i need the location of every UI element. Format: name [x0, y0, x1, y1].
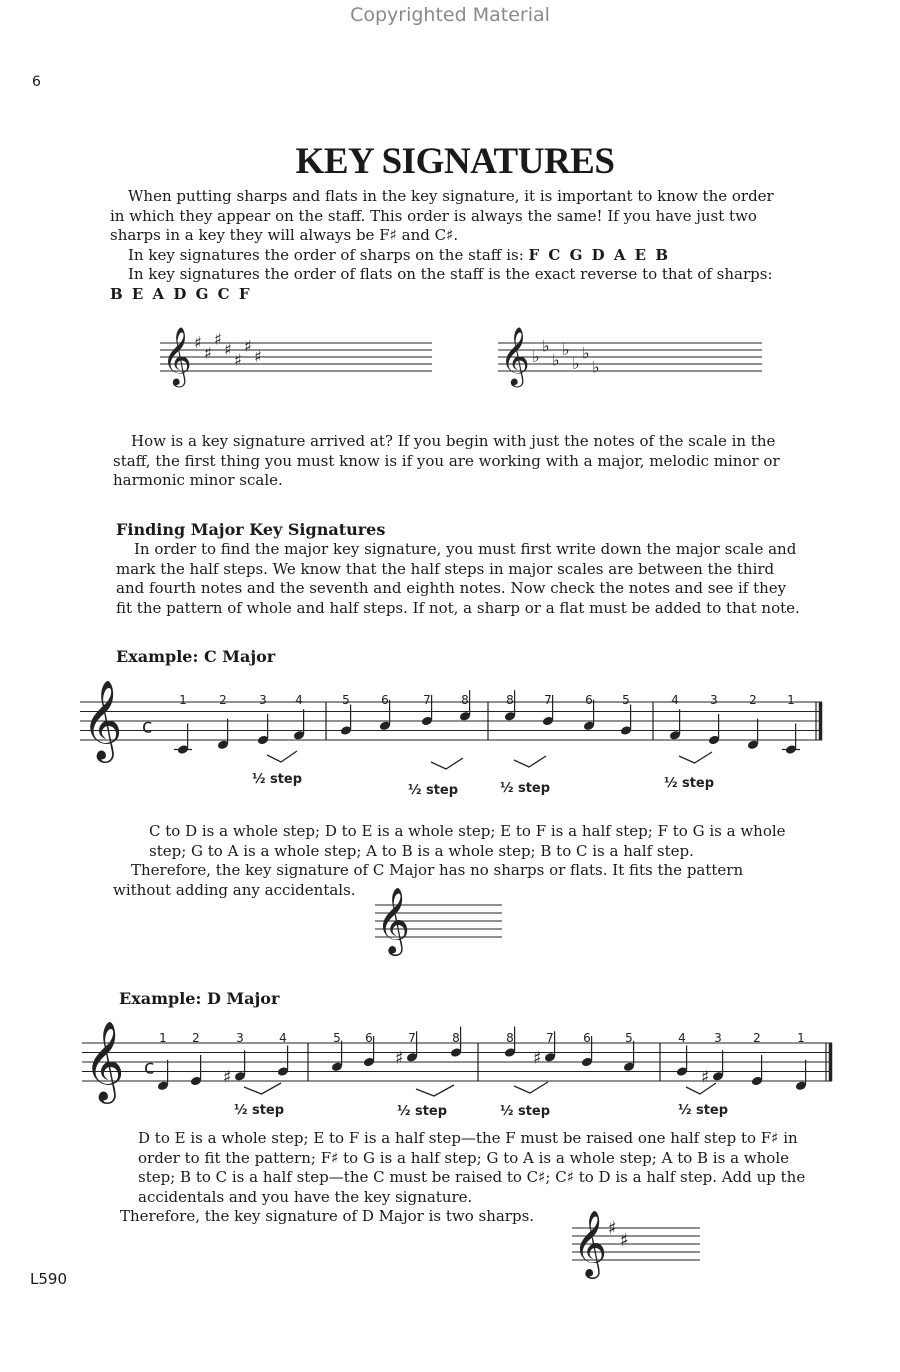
c-major-degree-number: 7: [544, 693, 552, 707]
intro-paragraph-2: In key signatures the order of sharps on the staff is: F C G D A E B: [128, 245, 671, 264]
d-major-sharp: ♯: [701, 1067, 710, 1088]
sharps-key-signature-accidental: ♯: [234, 350, 242, 370]
c-major-half-step-label: ½ step: [500, 781, 551, 796]
d-major-degree-number: 4: [279, 1031, 287, 1045]
c-major-degree-number: 3: [710, 693, 718, 707]
how-paragraph: How is a key signature arrived at? If you begin with just the notes of the scale in the staff, the first thing you must know is if you are working with a major, melodic minor or harmonic minor scale.: [113, 432, 780, 490]
d-major-key-clef: 𝄞: [573, 1209, 608, 1277]
c-major-clef: 𝄞: [82, 680, 123, 760]
d-major-degree-number: 7: [408, 1031, 416, 1045]
c-major-time-signature: c: [142, 715, 153, 738]
c-major-degree-number: 3: [259, 693, 267, 707]
d-major-degree-number: 5: [625, 1031, 633, 1045]
sharps-key-signature-accidental: ♯: [254, 347, 262, 366]
d-major-degree-number: 8: [452, 1031, 460, 1045]
c-major-half-step-mark: [431, 758, 463, 769]
flats-key-signature-accidental: ♭: [592, 357, 600, 377]
c-major-degree-number: 4: [671, 693, 679, 707]
c-major-degree-number: 5: [622, 693, 630, 707]
d-major-degree-number: 1: [159, 1031, 167, 1045]
watermark: Copyrighted Material: [350, 4, 550, 26]
flats-key-signature-accidental: ♭: [552, 350, 560, 370]
flats-key-signature-accidental: ♭: [572, 354, 580, 373]
d-major-degree-number: 8: [506, 1031, 514, 1045]
sharps-key-signature-accidental: ♯: [214, 329, 222, 349]
d-major-half-step-mark: [416, 1085, 454, 1096]
d-major-key-sharp: ♯: [620, 1230, 629, 1251]
d-major-degree-number: 3: [714, 1031, 722, 1045]
d-major-explanation-1: D to E is a whole step; E to F is a half step—the F must be raised one half step to F♯ in order to fit the pattern; F♯ to G is a half step; G to A is a whole step; A to B is a whole step; B to C is a half step—the C must be raised to C♯; C♯ to D is a half step. Add up the accidentals and you have the key signature.: [138, 1129, 806, 1206]
flats-key-signature-accidental: ♭: [542, 336, 550, 356]
d-major-degree-number: 6: [365, 1031, 373, 1045]
d-major-half-step-label: ½ step: [397, 1104, 448, 1119]
c-major-degree-number: 1: [179, 693, 187, 707]
d-major-degree-number: 7: [546, 1031, 554, 1045]
c-major-half-step-mark: [514, 756, 546, 767]
d-major-degree-number: 2: [753, 1031, 761, 1045]
c-major-half-step-label: ½ step: [664, 776, 715, 791]
c-major-degree-number: 8: [461, 693, 469, 707]
d-major-half-step-label: ½ step: [234, 1103, 285, 1118]
flats-key-signature-accidental: ♭: [532, 347, 540, 366]
c-major-explanation-2: Therefore, the key signature of C Major has no sharps or flats. It fits the pattern without adding any accidentals.: [113, 861, 744, 899]
c-major-degree-number: 6: [585, 693, 593, 707]
c-major-degree-number: 5: [342, 693, 350, 707]
sharps-key-signature-accidental: ♯: [194, 333, 202, 352]
footer-code: L590: [30, 1270, 67, 1288]
d-major-half-step-label: ½ step: [500, 1104, 551, 1119]
c-major-degree-number: 6: [381, 693, 389, 707]
flats-order: B E A D G C F: [110, 284, 252, 303]
finding-paragraph: In order to find the major key signature, you must first write down the major scale and mark the half steps. We know that the half steps in major scales are between the third and fourth notes and the seventh and eighth notes. Now check the notes and see if they fit the pattern of whole and half steps. If not, a sharp or a flat must be added to that note.: [116, 540, 800, 617]
c-major-degree-number: 1: [787, 693, 795, 707]
d-major-degree-number: 2: [192, 1031, 200, 1045]
flats-key-signature-accidental: ♭: [582, 343, 590, 363]
page-title: KEY SIGNATURES: [295, 141, 615, 182]
sharps-key-signature-accidental: ♯: [244, 336, 252, 356]
c-major-heading: Example: C Major: [116, 647, 276, 666]
page-number: 6: [32, 74, 41, 90]
c-major-degree-number: 2: [749, 693, 757, 707]
c-major-degree-number: 7: [423, 693, 431, 707]
d-major-clef: 𝄞: [84, 1021, 125, 1101]
c-major-degree-number: 8: [506, 693, 514, 707]
intro-paragraph-1: When putting sharps and flats in the key signature, it is important to know the order in which they appear on the staff. This order is always the same! If you have just two sharps in a key they will always be F♯ and C♯.: [110, 187, 774, 245]
c-major-explanation-1: C to D is a whole step; D to E is a whole step; E to F is a half step; F to G is a whole step; G to A is a whole step; A to B is a whole step; B to C is a half step.: [149, 822, 786, 860]
c-major-half-step-mark: [679, 752, 712, 763]
c-major-half-step-mark: [267, 751, 297, 762]
flats-key-signature-clef: 𝄞: [500, 326, 530, 386]
d-major-sharp: ♯: [533, 1048, 542, 1069]
d-major-half-step-mark: [244, 1083, 281, 1094]
c-major-key-clef: 𝄞: [376, 886, 411, 954]
sharps-key-signature-accidental: ♯: [224, 340, 232, 359]
intro-paragraph-3: In key signatures the order of flats on the staff is the exact reverse to that of sharps: B E A D G C F: [110, 265, 773, 303]
d-major-heading: Example: D Major: [119, 989, 280, 1008]
c-major-half-step-label: ½ step: [408, 783, 459, 798]
d-major-half-step-mark: [514, 1082, 548, 1093]
d-major-degree-number: 5: [333, 1031, 341, 1045]
d-major-sharp: ♯: [223, 1067, 232, 1088]
c-major-degree-number: 4: [295, 693, 303, 707]
finding-heading: Finding Major Key Signatures: [116, 520, 386, 539]
d-major-degree-number: 6: [583, 1031, 591, 1045]
sharps-order: F C G D A E B: [528, 245, 671, 264]
d-major-key-sharp: ♯: [608, 1218, 617, 1239]
d-major-sharp: ♯: [395, 1048, 404, 1069]
sharps-key-signature-clef: 𝄞: [162, 326, 192, 386]
flats-key-signature-accidental: ♭: [562, 340, 570, 359]
d-major-explanation-2: Therefore, the key signature of D Major is two sharps.: [120, 1207, 535, 1226]
c-major-degree-number: 2: [219, 693, 227, 707]
d-major-time-signature: c: [144, 1056, 155, 1079]
d-major-degree-number: 1: [797, 1031, 805, 1045]
d-major-degree-number: 3: [236, 1031, 244, 1045]
d-major-half-step-label: ½ step: [678, 1103, 729, 1118]
d-major-degree-number: 4: [678, 1031, 686, 1045]
c-major-half-step-label: ½ step: [252, 772, 303, 787]
sharps-key-signature-accidental: ♯: [204, 343, 212, 363]
